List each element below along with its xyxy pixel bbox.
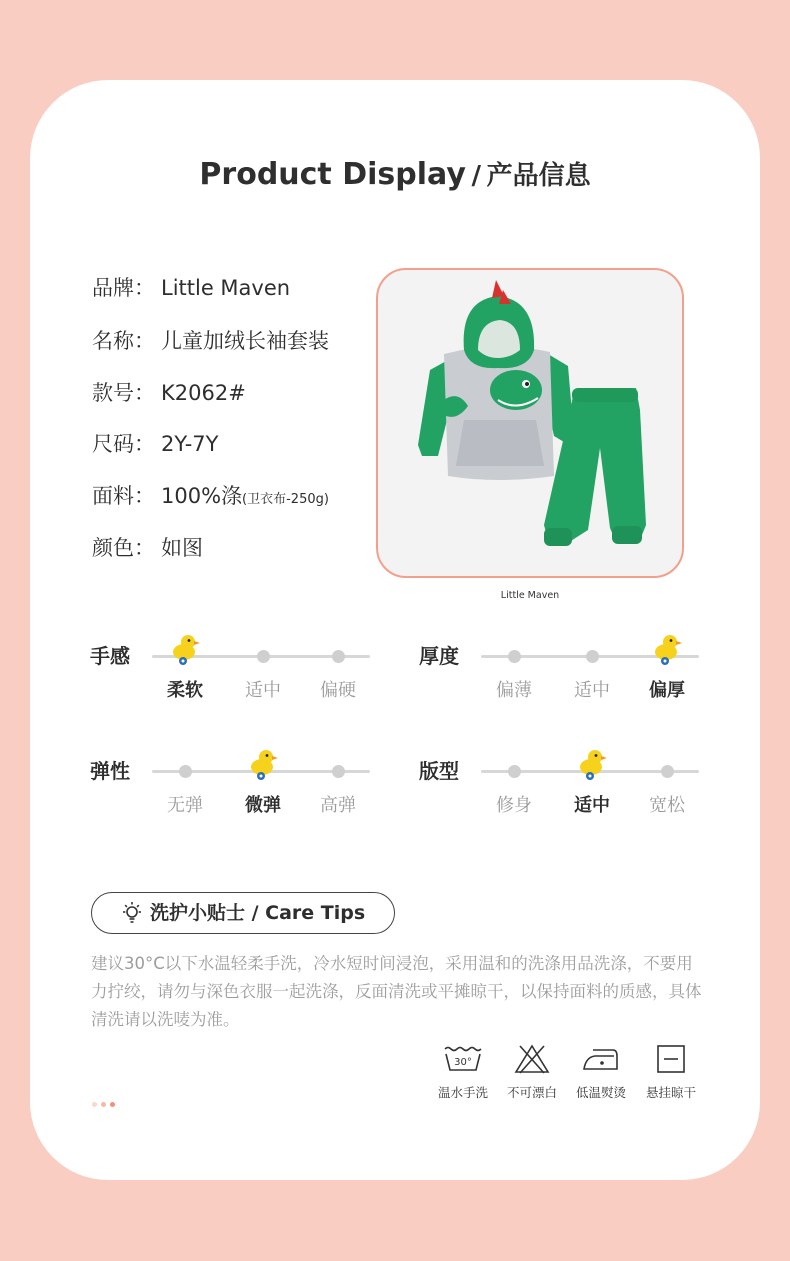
spec-color: [92, 532, 203, 564]
duck-marker-icon: [168, 632, 202, 666]
scale-label: 弹性: [90, 759, 130, 783]
scale-option: 无弹: [167, 795, 203, 816]
scale-option: 微弹: [245, 795, 281, 816]
care-item-hang-dry: [636, 1044, 706, 1101]
duck-marker-icon: [575, 747, 609, 781]
title-chinese: 产品信息: [486, 161, 591, 191]
wash-temperature: 30°: [454, 1057, 472, 1068]
decorative-dots: [92, 1092, 119, 1111]
care-label: 低温熨烫: [575, 1085, 626, 1100]
spec-key: 颜色：: [92, 536, 155, 560]
care-item-no-bleach: [497, 1044, 567, 1101]
scale-label: 版型: [419, 759, 459, 783]
product-photo: [376, 268, 684, 578]
spec-value: 如图: [161, 536, 203, 560]
spec-key: 品牌：: [92, 276, 155, 300]
scale-dot: [332, 650, 345, 663]
scale-dot: [179, 765, 192, 778]
spec-size: [92, 428, 218, 460]
scale-label: 厚度: [419, 644, 459, 668]
photo-caption: Little Maven: [500, 590, 560, 601]
low-iron-icon: [581, 1044, 621, 1074]
scale-dot: [586, 650, 599, 663]
scale-option: 柔软: [167, 680, 203, 701]
scale-label: 手感: [90, 644, 130, 668]
spec-key: 面料：: [92, 484, 155, 508]
spec-key: 款号：: [92, 381, 155, 405]
care-label: 悬挂晾干: [645, 1085, 696, 1100]
spec-value: K2062#: [161, 381, 246, 405]
spec-key: 尺码：: [92, 432, 155, 456]
scale-dot: [257, 650, 270, 663]
care-tips-heading: [91, 892, 395, 934]
spec-value-main: 100%涤: [161, 484, 243, 508]
scale-option: 偏薄: [496, 680, 532, 701]
spec-key: 名称：: [92, 329, 155, 353]
spec-name: [92, 325, 329, 357]
spec-value: 2Y-7Y: [161, 432, 219, 456]
dot: [92, 1102, 97, 1107]
spec-fabric: [92, 480, 329, 512]
lightbulb-icon: [120, 901, 144, 925]
scale-option: 偏厚: [649, 680, 685, 701]
scale-dot: [508, 650, 521, 663]
scale-option: 宽松: [649, 795, 685, 816]
title-english: Product Display: [199, 157, 466, 192]
scale-dot: [508, 765, 521, 778]
care-label: 不可漂白: [506, 1085, 557, 1100]
scale-option: 高弹: [320, 795, 356, 816]
scale-option: 适中: [574, 795, 610, 816]
spec-style-number: [92, 377, 246, 409]
care-label: 温水手洗: [437, 1085, 488, 1100]
care-tips-title: 洗护小贴士 / Care Tips: [150, 902, 366, 924]
duck-marker-icon: [246, 747, 280, 781]
care-item-low-iron: [566, 1044, 636, 1101]
spec-value: 儿童加绒长袖套装: [161, 329, 329, 353]
scale-dot: [332, 765, 345, 778]
scale-option: 适中: [245, 680, 281, 701]
spec-value: [161, 480, 329, 516]
dot: [110, 1102, 115, 1107]
page-title: [0, 155, 790, 192]
hand-wash-icon: [443, 1044, 483, 1074]
dinosaur-outfit-illustration: [378, 270, 682, 576]
scale-option: 偏硬: [320, 680, 356, 701]
spec-brand: [92, 272, 290, 304]
care-item-hand-wash: [428, 1044, 498, 1101]
scale-option: 修身: [496, 795, 532, 816]
spec-value: Little Maven: [161, 276, 291, 300]
no-bleach-icon: [514, 1044, 550, 1074]
scale-option: 适中: [574, 680, 610, 701]
care-instructions-text: 建议30°C以下水温轻柔手洗，冷水短时间浸泡，采用温和的洗涤用品洗涤，不要用力拧绞，请勿与深色衣服一起洗涤，反面清洗或平摊晾干，以保持面料的质感，具体清洗请以洗唛为准。: [91, 954, 702, 1029]
hang-dry-icon: [656, 1044, 686, 1074]
duck-marker-icon: [650, 632, 684, 666]
dot: [101, 1102, 106, 1107]
scale-dot: [661, 765, 674, 778]
title-separator: /: [471, 161, 481, 191]
spec-value-note: (卫衣布-250g): [242, 492, 329, 507]
